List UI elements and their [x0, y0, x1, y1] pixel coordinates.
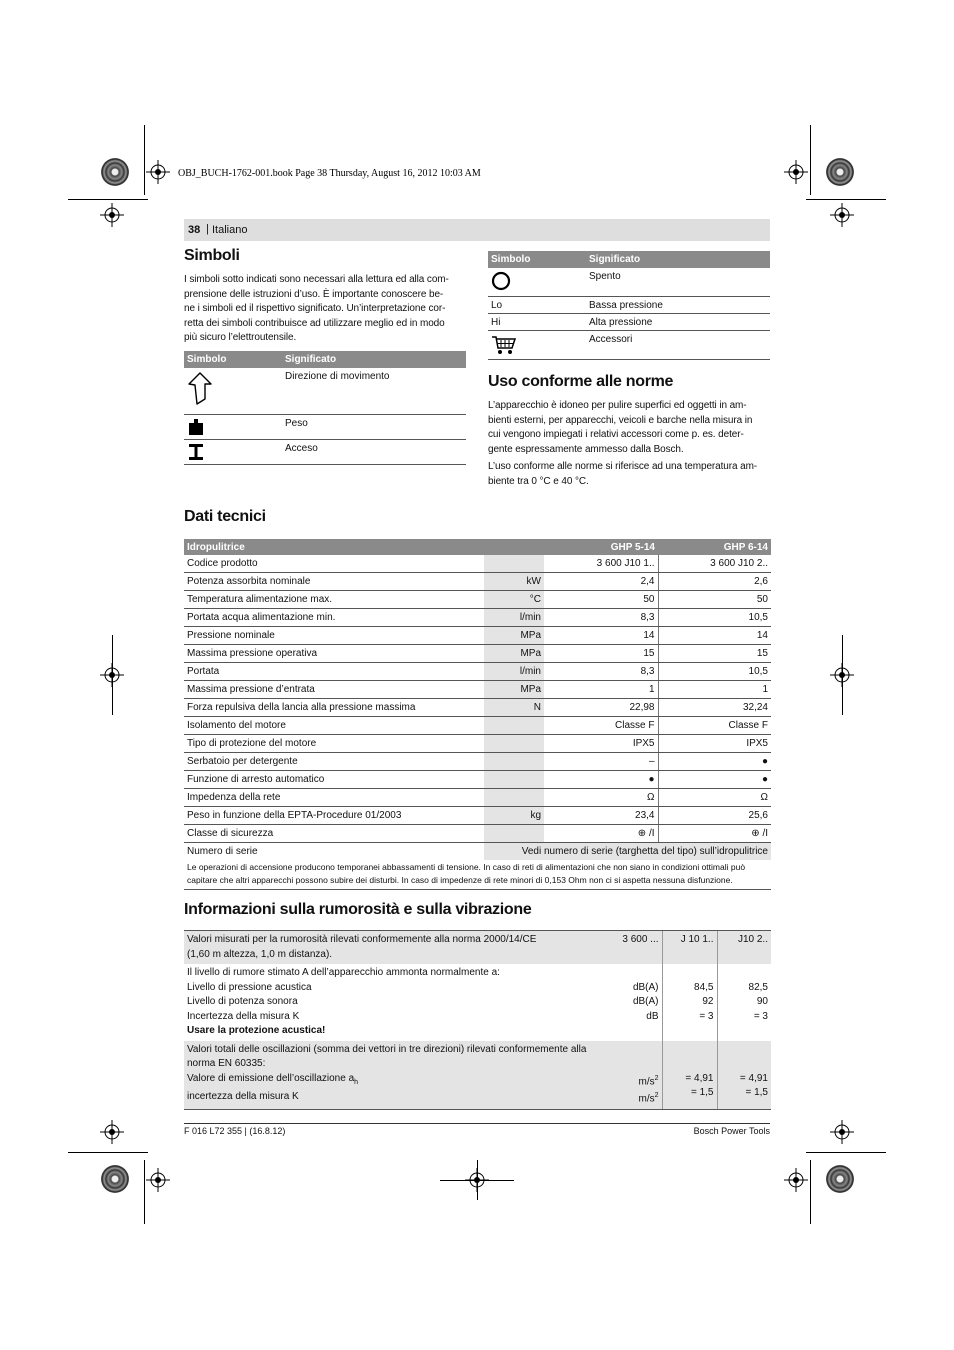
tech-value-model-2: 32,24 — [658, 699, 771, 717]
tech-value-model-2: 1 — [658, 681, 771, 699]
text-line: (1,60 m altezza, 1,0 m distanza). — [187, 948, 333, 960]
section-title-simboli: Simboli — [184, 247, 240, 264]
meaning-cell: Alta pressione — [586, 313, 770, 330]
meaning-cell: Bassa pressione — [586, 296, 770, 313]
tech-value-model-1: 15 — [544, 645, 658, 663]
tech-value-model-2: 50 — [658, 591, 771, 609]
value: = 3 — [699, 1010, 714, 1022]
meaning-cell: Direzione di movimento — [282, 368, 466, 414]
text-line: Incertezza della misura K — [187, 1010, 300, 1022]
color-rosette — [101, 158, 129, 186]
symbol-cell: Hi — [488, 313, 586, 330]
table-row — [184, 735, 771, 753]
table-row — [184, 645, 771, 663]
tech-value-model-1: 22,98 — [544, 699, 658, 717]
table-row — [488, 313, 770, 330]
table-row — [184, 964, 771, 1041]
registration-mark-icon — [830, 1120, 854, 1144]
tech-value-model-2: ● — [658, 753, 771, 771]
footer-doc-code: F 016 L72 355 | (16.8.12) — [184, 1126, 286, 1136]
tech-footnote: Le operazioni di accensione producono temporanei abbassamenti di tensione. In caso di reti di alimentazioni che non siano in condizioni ottimali può capitare che altri apparecchi possono subire dei disturbi. In caso di impedenze di rete minori di 0,153 Ohm non ci si aspetta nessuna disfunzione. — [184, 860, 771, 890]
noise-values-model-1 — [662, 964, 717, 1041]
color-rosette — [101, 1165, 129, 1193]
symbol-table-right — [488, 251, 770, 360]
table-row — [184, 555, 771, 573]
tech-value-model-1: 1 — [544, 681, 658, 699]
registration-mark-icon — [830, 203, 854, 227]
meaning-cell: Acceso — [282, 439, 466, 464]
symbol-table-left — [184, 351, 466, 465]
value: = 1,5 — [745, 1087, 768, 1098]
vibration-label: Valore di emissione dell’oscillazione a — [187, 1072, 355, 1084]
noise-description — [184, 931, 612, 965]
table-row — [184, 789, 771, 807]
table-row — [184, 843, 771, 861]
text-line: Livello di pressione acustica — [187, 981, 312, 993]
registration-mark-icon — [146, 1168, 170, 1192]
registration-mark-icon — [100, 203, 124, 227]
tech-label: Funzione di arresto automatico — [184, 771, 484, 789]
tech-value-model-2: 10,5 — [658, 663, 771, 681]
value: = 4,91 — [739, 1072, 768, 1084]
tech-value-model-2: ● — [658, 771, 771, 789]
value: 84,5 — [694, 981, 714, 993]
registration-mark-icon — [100, 1120, 124, 1144]
simboli-intro — [184, 273, 469, 346]
tech-label: Classe di sicurezza — [184, 825, 484, 843]
table-row — [184, 807, 771, 825]
tech-value-model-1: 14 — [544, 627, 658, 645]
switch-on-icon — [187, 443, 205, 461]
table-row — [184, 717, 771, 735]
vibration-values-model-1 — [662, 1041, 717, 1110]
text-line: incertezza della misura K — [187, 1091, 299, 1102]
tech-value-model-2: ⊕ /I — [658, 825, 771, 843]
hearing-protection-warning: Usare la protezione acustica! — [187, 1025, 326, 1036]
text-line: Valori totali delle oscillazioni (somma dei vettori in tre direzioni) rilevati conformemente alla — [187, 1043, 587, 1055]
symbol-cell: Lo — [488, 296, 586, 313]
noise-col-code: 3 600 ... — [612, 931, 662, 965]
tech-unit: l/min — [484, 609, 544, 627]
tech-value-model-1: 8,3 — [544, 663, 658, 681]
page-header — [184, 219, 770, 241]
tech-unit — [484, 789, 544, 807]
tech-unit — [484, 555, 544, 573]
superscript: 2 — [654, 1074, 659, 1082]
tech-label: Peso in funzione della EPTA-Procedure 01/2003 — [184, 807, 484, 825]
tech-label: Portata acqua alimentazione min. — [184, 609, 484, 627]
symbol-cell — [488, 330, 586, 359]
table-row — [488, 296, 770, 313]
tech-label: Massima pressione d’entrata — [184, 681, 484, 699]
table-row — [488, 268, 770, 296]
text-line — [187, 1072, 609, 1091]
page-number: 38 — [188, 224, 201, 236]
color-rosette — [826, 1165, 854, 1193]
noise-col-model-1: J 10 1.. — [662, 931, 717, 965]
superscript: 2 — [654, 1092, 659, 1100]
table-row — [184, 699, 771, 717]
tech-value-model-2: Classe F — [658, 717, 771, 735]
tech-value-model-1: ⊕ /I — [544, 825, 658, 843]
table-row — [184, 439, 466, 464]
meaning-cell: Peso — [282, 414, 466, 439]
registration-mark-icon — [830, 663, 854, 687]
col-header-significato: Significato — [586, 251, 770, 268]
tech-label: Potenza assorbita nominale — [184, 573, 484, 591]
unit: dB(A) — [632, 996, 659, 1007]
tech-label: Tipo di protezione del motore — [184, 735, 484, 753]
unit: dB(A) — [632, 981, 659, 993]
table-row — [488, 330, 770, 359]
tech-label: Impedenza della rete — [184, 789, 484, 807]
text-line: bienti esterni, per apparecchi, veicoli e barche nella misura in — [488, 414, 753, 426]
meaning-cell: Spento — [586, 268, 770, 296]
table-row — [184, 663, 771, 681]
text-line: biente tra 0 °C e 40 °C. — [488, 475, 589, 487]
vibration-text — [184, 1041, 612, 1110]
tech-data-table — [184, 539, 771, 890]
tech-header-unit — [484, 539, 544, 555]
text-line: Livello di potenza sonora — [187, 996, 298, 1007]
noise-levels-text — [184, 964, 612, 1041]
tech-label: Massima pressione operativa — [184, 645, 484, 663]
tech-label: Codice prodotto — [184, 555, 484, 573]
tech-unit — [484, 717, 544, 735]
tech-unit: MPa — [484, 645, 544, 663]
tech-unit — [484, 771, 544, 789]
book-info-line: OBJ_BUCH-1762-001.book Page 38 Thursday, August 16, 2012 10:03 AM — [178, 168, 481, 179]
value: = 3 — [753, 1010, 768, 1022]
noise-values-model-2 — [717, 964, 771, 1041]
intro-line: ne i simboli ed il rispettivo significato. Un’interpretazione cor- — [184, 303, 446, 314]
tech-value-model-2: 3 600 J10 2.. — [658, 555, 771, 573]
direction-arrow-icon — [187, 371, 213, 407]
tech-value-model-1: 2,4 — [544, 573, 658, 591]
registration-mark-icon — [784, 1168, 808, 1192]
vibration-units — [612, 1041, 662, 1110]
section-title-dati: Dati tecnici — [184, 508, 266, 525]
tech-unit — [484, 753, 544, 771]
meaning-cell: Accessori — [586, 330, 770, 359]
table-row — [184, 414, 466, 439]
value: = 4,91 — [685, 1072, 714, 1084]
table-row — [184, 368, 466, 414]
symbol-cell — [184, 368, 282, 414]
registration-mark-icon — [784, 160, 808, 184]
table-row — [184, 681, 771, 699]
intro-line: retta dei simboli contribuisce ad utilizzare meglio ed in modo — [184, 317, 445, 329]
tech-header-label: Idropulitrice — [184, 539, 484, 555]
table-row — [184, 573, 771, 591]
table-row — [184, 931, 771, 965]
unit — [615, 1072, 659, 1090]
tech-value-model-1: 23,4 — [544, 807, 658, 825]
registration-mark-icon — [100, 663, 124, 687]
tech-header-model-2: GHP 6-14 — [658, 539, 771, 555]
table-row — [184, 860, 771, 890]
tech-unit: l/min — [484, 663, 544, 681]
noise-col-model-2: J10 2.. — [717, 931, 771, 965]
intro-line: prensione delle istruzioni d’uso. È importante conoscere be- — [184, 288, 444, 300]
section-title-uso: Uso conforme alle norme — [488, 373, 674, 390]
text-line: norma EN 60335: — [187, 1058, 266, 1069]
tech-value-model-2: 25,6 — [658, 807, 771, 825]
text-line: L’uso conforme alle norme si riferisce ad una temperatura am- — [488, 461, 758, 472]
tech-unit: N — [484, 699, 544, 717]
tech-value-model-2: 14 — [658, 627, 771, 645]
tech-value-model-1: – — [544, 753, 658, 771]
unit: dB — [646, 1010, 659, 1022]
tech-value-model-2: Ω — [658, 789, 771, 807]
footer-brand: Bosch Power Tools — [693, 1126, 770, 1136]
text-line: gente espressamente ammesso dalla Bosch. — [488, 443, 684, 455]
noise-units — [612, 964, 662, 1041]
value: 92 — [702, 996, 714, 1007]
table-row — [184, 771, 771, 789]
tech-value-model-1: Ω — [544, 789, 658, 807]
intro-line: più sicuro l’elettroutensile. — [184, 332, 297, 343]
col-header-simbolo: Simbolo — [184, 351, 282, 368]
table-row — [184, 609, 771, 627]
tech-value-model-1: 3 600 J10 1.. — [544, 555, 658, 573]
tech-value-model-2: 10,5 — [658, 609, 771, 627]
text-line: L’apparecchio è idoneo per pulire superfici ed oggetti in am- — [488, 400, 747, 411]
noise-vibration-table — [184, 930, 771, 1110]
symbol-cell — [488, 268, 586, 296]
tech-label: Portata — [184, 663, 484, 681]
color-rosette — [826, 158, 854, 186]
footer-rule — [184, 1123, 770, 1124]
table-row — [184, 1041, 771, 1110]
value: 82,5 — [748, 981, 768, 993]
tech-value-model-2: 15 — [658, 645, 771, 663]
tech-label: Serbatoio per detergente — [184, 753, 484, 771]
table-row — [184, 825, 771, 843]
text-line: cui vengono impiegati i relativi accessori come p. es. deter- — [488, 429, 744, 440]
tech-value-model-1: 50 — [544, 591, 658, 609]
tech-label: Numero di serie — [187, 846, 258, 857]
language-label: Italiano — [212, 224, 248, 236]
table-row — [184, 591, 771, 609]
weight-icon — [187, 418, 205, 436]
accessories-cart-icon — [491, 334, 517, 356]
col-header-significato: Significato — [282, 351, 466, 368]
tech-value-model-2: IPX5 — [658, 735, 771, 753]
registration-mark-icon — [146, 160, 170, 184]
section-title-rumore: Informazioni sulla rumorosità e sulla vibrazione — [184, 901, 532, 918]
uso-paragraph-2 — [488, 460, 773, 489]
symbol-cell — [184, 414, 282, 439]
tech-unit: kg — [484, 807, 544, 825]
tech-unit — [484, 735, 544, 753]
tech-header-model-1: GHP 5-14 — [544, 539, 658, 555]
tech-value-model-1: IPX5 — [544, 735, 658, 753]
tech-value-model-1: ● — [544, 771, 658, 789]
tech-label: Forza repulsiva della lancia alla pressione massima — [184, 699, 484, 717]
text-line: Il livello di rumore stimato A dell’apparecchio ammonta normalmente a: — [187, 967, 500, 978]
tech-unit: MPa — [484, 681, 544, 699]
tech-unit: MPa — [484, 627, 544, 645]
text-line: Valori misurati per la rumorosità rilevati conformemente alla norma 2000/14/CE — [187, 934, 537, 945]
tech-label: Temperatura alimentazione max. — [184, 591, 484, 609]
table-row — [184, 753, 771, 771]
table-row — [184, 627, 771, 645]
unit-text: m/s — [638, 1075, 655, 1087]
tech-value-model-2: 2,6 — [658, 573, 771, 591]
vibration-values-model-2 — [717, 1041, 771, 1110]
subscript: h — [354, 1078, 359, 1086]
value: = 1,5 — [690, 1087, 714, 1098]
col-header-simbolo: Simbolo — [488, 251, 586, 268]
header-separator: | — [206, 223, 209, 235]
tech-value-model-1: 8,3 — [544, 609, 658, 627]
serial-number-info: Vedi numero di serie (targhetta del tipo) sull’idropulitrice — [484, 843, 771, 861]
tech-unit: kW — [484, 573, 544, 591]
uso-paragraph-1 — [488, 399, 773, 457]
tech-unit — [484, 825, 544, 843]
unit — [615, 1089, 659, 1107]
symbol-cell — [184, 439, 282, 464]
tech-value-model-1: Classe F — [544, 717, 658, 735]
tech-unit: °C — [484, 591, 544, 609]
value: 90 — [756, 996, 768, 1007]
switch-off-icon — [491, 271, 511, 291]
tech-label: Isolamento del motore — [184, 717, 484, 735]
unit-text: m/s — [638, 1093, 655, 1105]
tech-label: Pressione nominale — [184, 627, 484, 645]
intro-line: I simboli sotto indicati sono necessari alla lettura ed alla com- — [184, 274, 449, 285]
